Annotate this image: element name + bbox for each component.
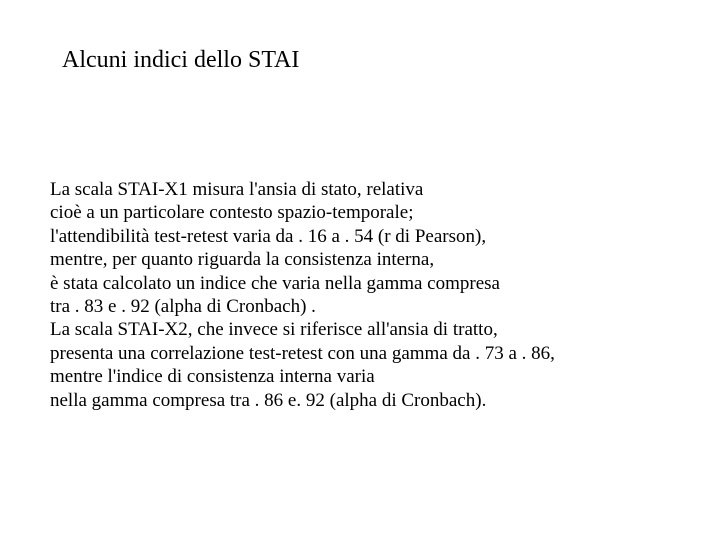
body-text <box>50 178 710 412</box>
body-line: mentre, per quanto riguarda la consistenza interna, <box>50 249 435 271</box>
body-line: nella gamma compresa tra . 86 e. 92 (alpha di Cronbach). <box>50 389 487 411</box>
body-line: La scala STAI-X2, che invece si riferisce all'ansia di tratto, <box>50 319 498 341</box>
body-line: l'attendibilità test-retest varia da . 16 a . 54 (r di Pearson), <box>50 225 487 247</box>
body-line: tra . 83 e . 92 (alpha di Cronbach) . <box>50 296 316 318</box>
slide-title: Alcuni indici dello STAI <box>62 47 300 73</box>
body-line: La scala STAI-X1 misura l'ansia di stato, relativa <box>50 179 424 200</box>
body-line: presenta una correlazione test-retest con una gamma da . 73 a . 86, <box>50 342 555 364</box>
body-line: cioè a un particolare contesto spazio-temporale; <box>50 202 414 224</box>
body-line: è stata calcolato un indice che varia nella gamma compresa <box>50 272 500 294</box>
body-line: mentre l'indice di consistenza interna varia <box>50 366 375 388</box>
